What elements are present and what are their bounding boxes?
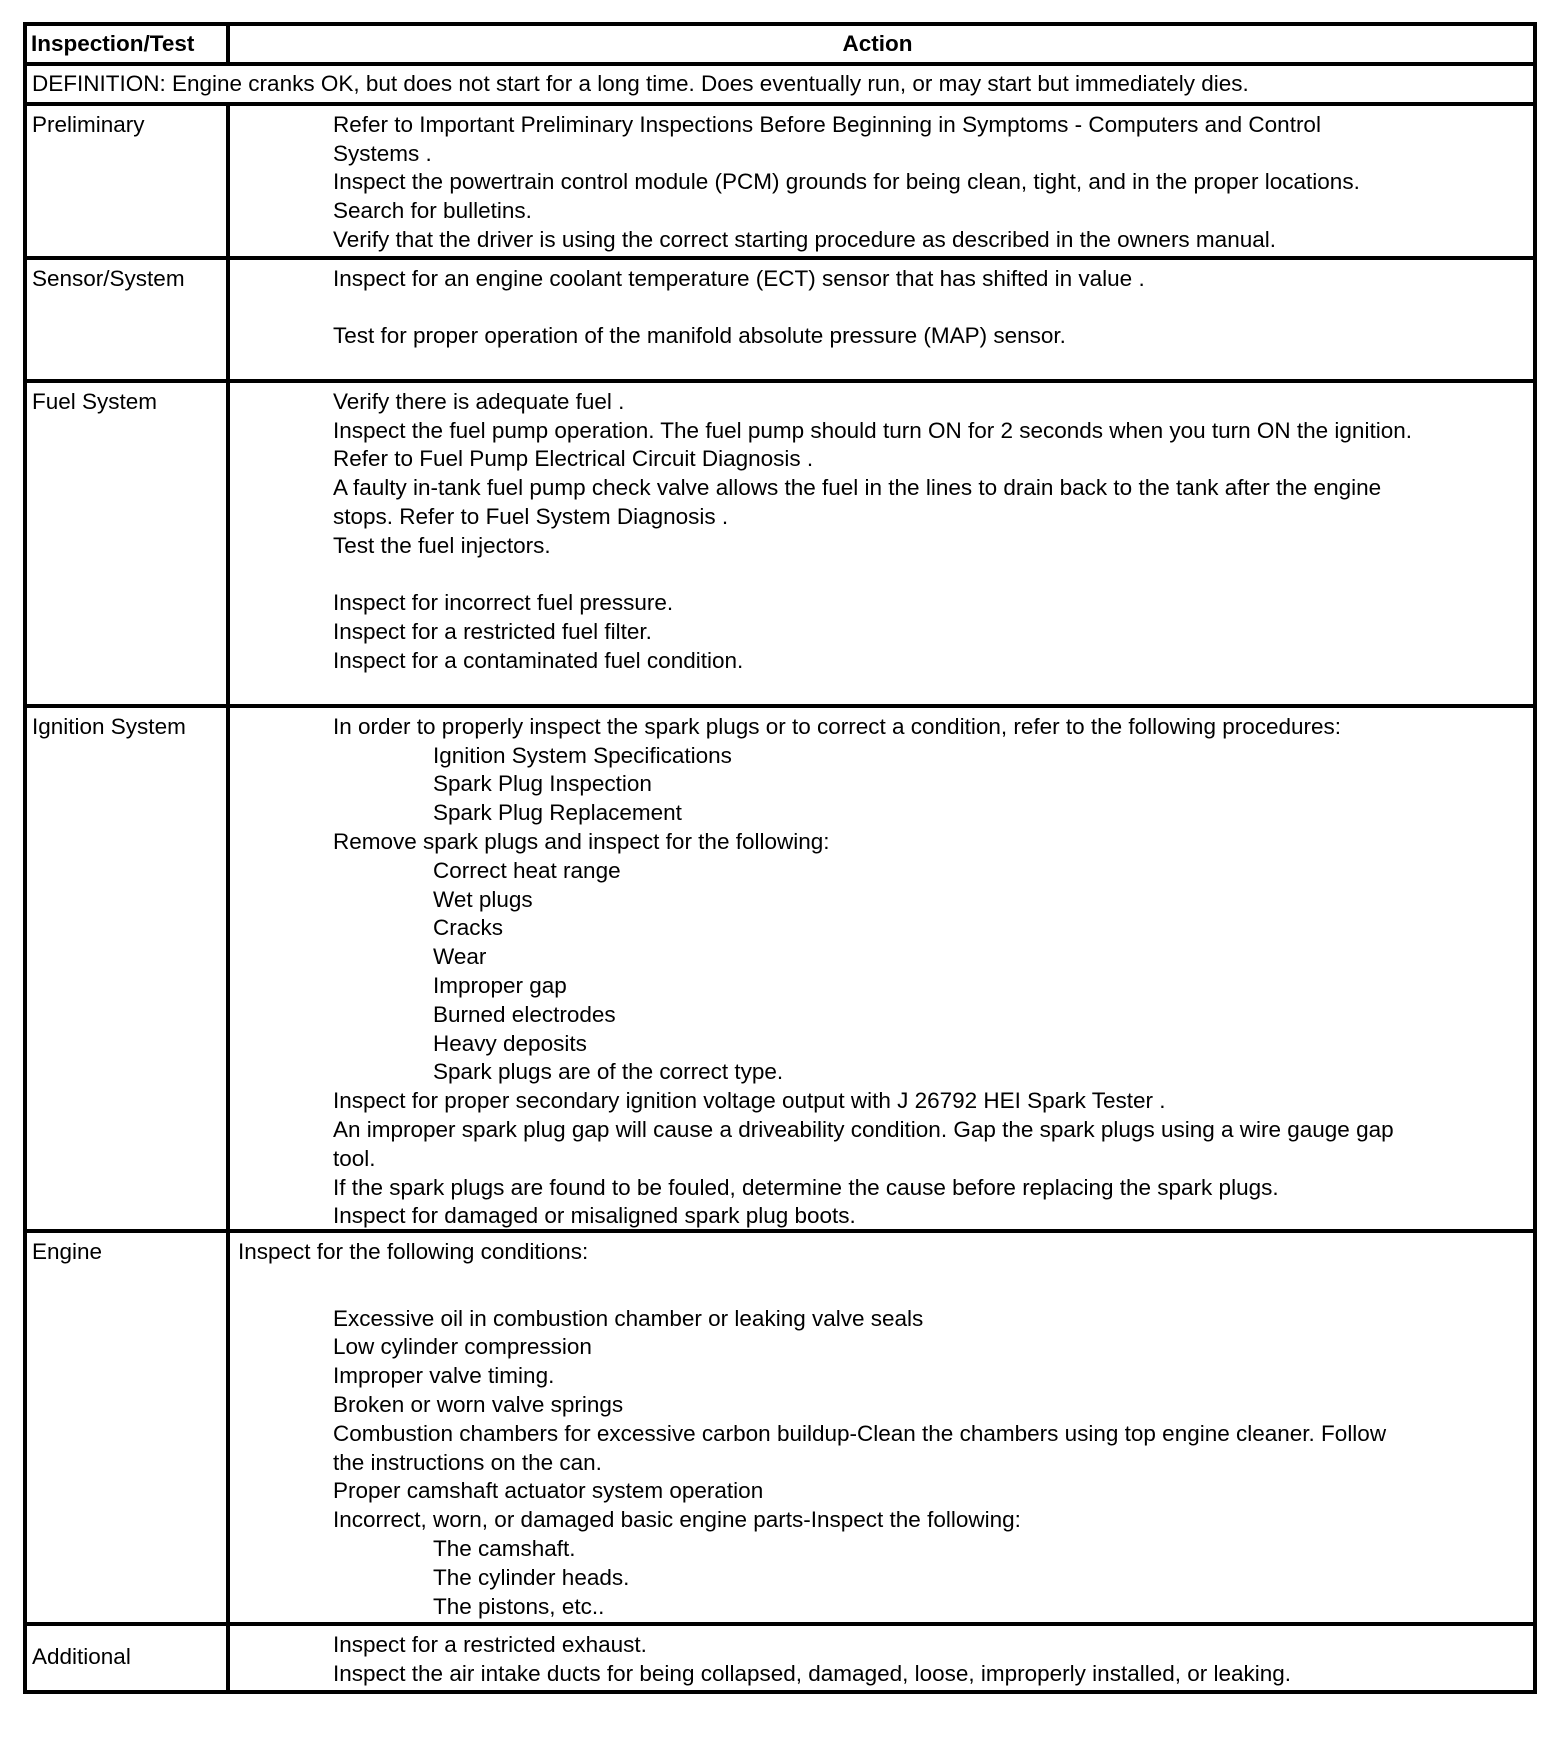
action-line: Refer to Important Preliminary Inspections Before Beginning in Symptoms - Computers and Control [333, 111, 1321, 137]
action-line: A faulty in-tank fuel pump check valve allows the fuel in the lines to drain back to the tank after the engine [333, 475, 1382, 501]
action-line [230, 561, 1525, 590]
row-actions [230, 1626, 1533, 1690]
action-line: An improper spark plug gap will cause a driveability condition. Gap the spark plugs using a wire gauge gap [333, 1116, 1394, 1142]
action-subitem: Correct heat range [433, 857, 621, 883]
action-subitem: Burned electrodes [433, 1001, 616, 1027]
action-line: Inspect for a contaminated fuel condition. [333, 647, 744, 673]
action-line: Incorrect, worn, or damaged basic engine parts-Inspect the following: [333, 1507, 1021, 1533]
action-line: Verify that the driver is using the correct starting procedure as described in the owners manual. [333, 226, 1276, 252]
action-subitem: Wet plugs [433, 886, 533, 912]
row-label: Additional [27, 1626, 230, 1690]
row-label: Fuel System [27, 383, 230, 704]
action-line: tool. [333, 1145, 376, 1171]
action-line: Inspect for a restricted exhaust. [333, 1631, 647, 1657]
action-line: Search for bulletins. [333, 198, 532, 224]
row-label: Preliminary [27, 106, 230, 256]
action-line [230, 294, 1525, 323]
action-line: Proper camshaft actuator system operation [333, 1478, 764, 1504]
action-line: Test for proper operation of the manifold absolute pressure (MAP) sensor. [333, 323, 1066, 349]
action-line: Inspect the air intake ducts for being collapsed, damaged, loose, improperly installed, or leaking. [333, 1660, 1292, 1686]
action-line: Inspect for the following conditions: [238, 1238, 589, 1264]
action-subitem: The pistons, etc.. [433, 1593, 605, 1619]
row-actions [230, 1233, 1533, 1622]
action-subitem: The camshaft. [433, 1535, 576, 1561]
action-line: Inspect for proper secondary ignition voltage output with J 26792 HEI Spark Tester . [333, 1088, 1166, 1114]
table-row-ignition-system [27, 704, 1533, 1229]
table-row-preliminary [27, 102, 1533, 256]
action-line: Broken or worn valve springs [333, 1391, 624, 1417]
header-action: Action [842, 31, 913, 56]
row-actions [230, 106, 1533, 256]
action-subitem: The cylinder heads. [433, 1564, 630, 1590]
action-line: Remove spark plugs and inspect for the following: [333, 828, 830, 854]
action-subitem: Spark Plug Replacement [433, 800, 682, 826]
action-line: Inspect for an engine coolant temperature (ECT) sensor that has shifted in value . [333, 265, 1145, 291]
action-line: Inspect for damaged or misaligned spark plug boots. [333, 1203, 856, 1229]
action-line [230, 1267, 1525, 1305]
action-subitem: Spark Plug Inspection [433, 771, 652, 797]
action-line: the instructions on the can. [333, 1449, 602, 1475]
action-line: Inspect for incorrect fuel pressure. [333, 590, 674, 616]
definition-row [27, 62, 1533, 102]
action-subitem: Heavy deposits [433, 1030, 587, 1056]
action-line: Inspect the fuel pump operation. The fuel pump should turn ON for 2 seconds when you turn ON the ignition. [333, 417, 1412, 443]
header-inspection-test: Inspection/Test [27, 26, 230, 62]
action-line: Refer to Fuel Pump Electrical Circuit Diagnosis . [333, 446, 814, 472]
row-label: Sensor/System [27, 260, 230, 379]
definition-text: DEFINITION: Engine cranks OK, but does not start for a long time. Does eventually run, or may start but immediately dies. [32, 71, 1249, 96]
action-line: Verify there is adequate fuel . [333, 388, 625, 414]
action-subitem: Spark plugs are of the correct type. [433, 1059, 784, 1085]
action-line: Inspect the powertrain control module (PCM) grounds for being clean, tight, and in the proper locations. [333, 169, 1360, 195]
table-header-row [27, 26, 1533, 62]
action-line: Combustion chambers for excessive carbon buildup-Clean the chambers using top engine cleaner. Follow [333, 1420, 1387, 1446]
action-line: stops. Refer to Fuel System Diagnosis . [333, 503, 729, 529]
table-row-sensor-system [27, 256, 1533, 379]
action-subitem: Wear [433, 944, 487, 970]
action-subitem: Improper gap [433, 972, 567, 998]
action-line: Systems . [333, 140, 432, 166]
action-line: Low cylinder compression [333, 1334, 592, 1360]
table-row-engine [27, 1229, 1533, 1622]
table-row-fuel-system [27, 379, 1533, 704]
action-line: Improper valve timing. [333, 1363, 555, 1389]
action-line: If the spark plugs are found to be fouled, determine the cause before replacing the spark plugs. [333, 1174, 1279, 1200]
row-actions [230, 260, 1533, 379]
action-line: In order to properly inspect the spark plugs or to correct a condition, refer to the following procedures: [333, 713, 1342, 739]
diagnostic-table [23, 22, 1537, 1694]
action-line: Excessive oil in combustion chamber or leaking valve seals [333, 1305, 924, 1331]
action-subitem: Ignition System Specifications [433, 742, 732, 768]
action-subitem: Cracks [433, 915, 504, 941]
row-actions [230, 383, 1533, 704]
row-label: Ignition System [27, 708, 230, 1229]
action-line: Test the fuel injectors. [333, 532, 551, 558]
row-label: Engine [27, 1233, 230, 1622]
action-line: Inspect for a restricted fuel filter. [333, 619, 652, 645]
row-actions [230, 708, 1533, 1229]
table-row-additional [27, 1622, 1533, 1690]
